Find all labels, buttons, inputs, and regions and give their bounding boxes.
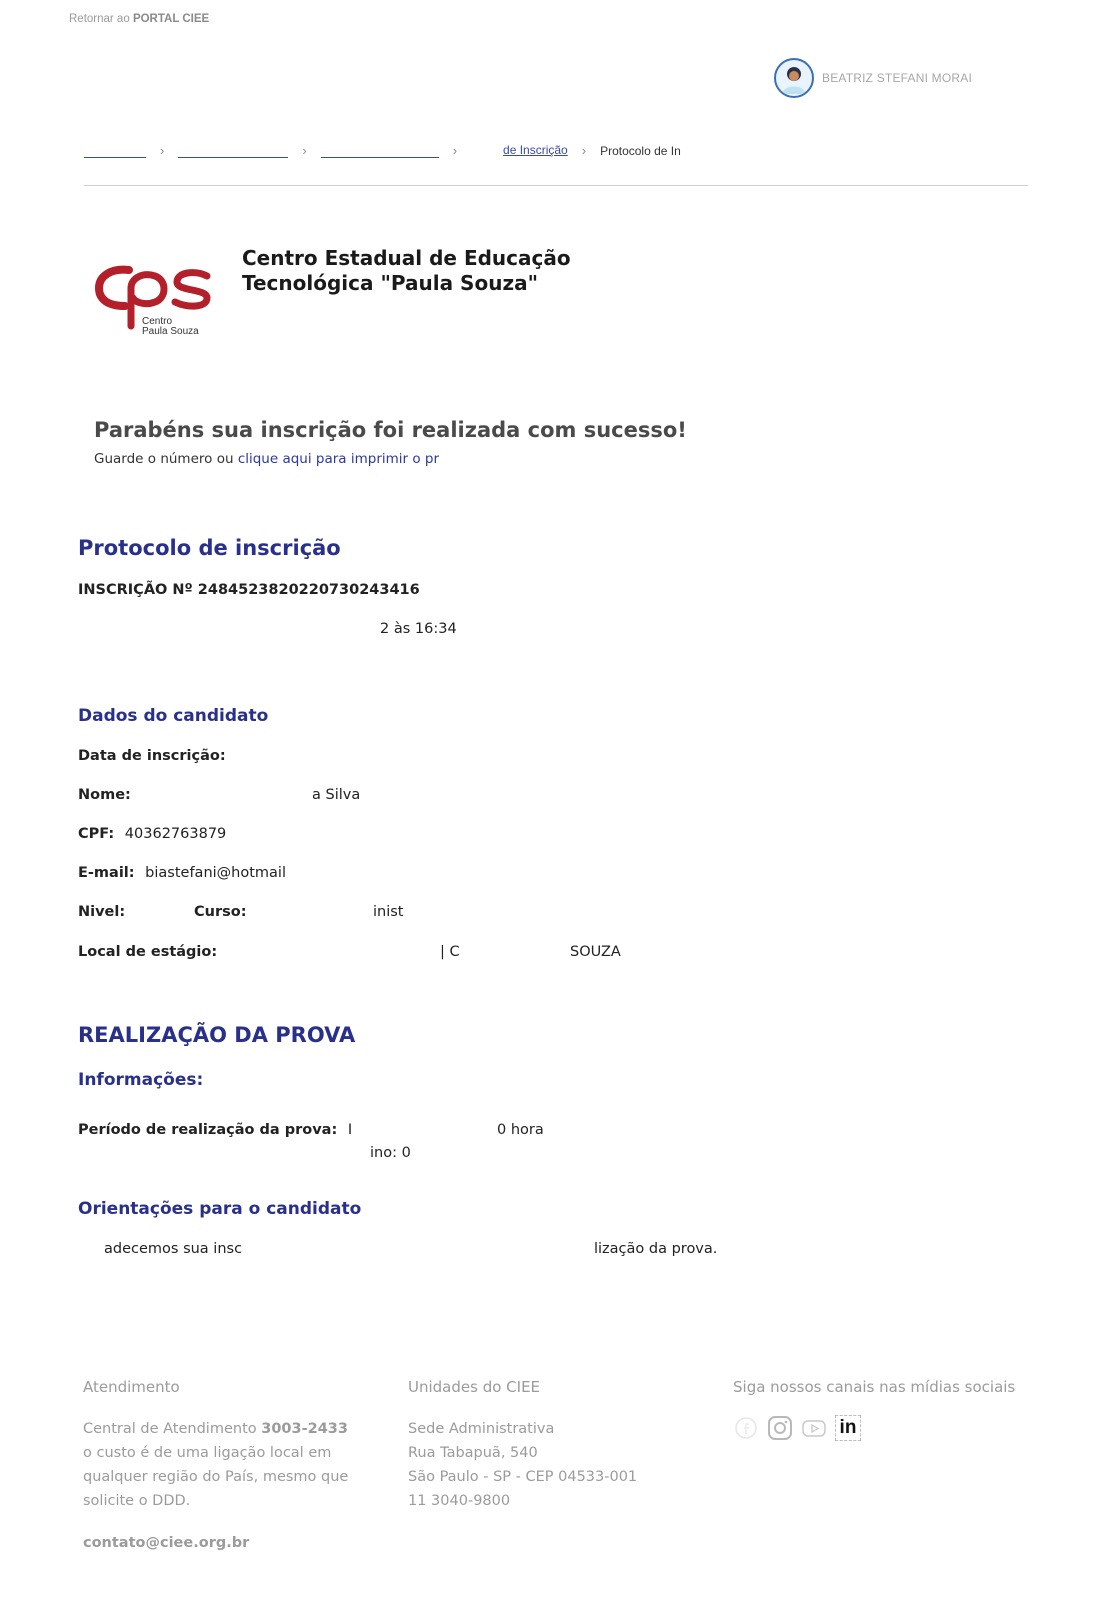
central-line-3: qualquer região do País, mesmo que: [83, 1469, 349, 1485]
name-row: [78, 787, 137, 803]
youtube-icon[interactable]: [801, 1415, 827, 1441]
email-value: biastefani@hotmail: [145, 865, 286, 881]
divider: [84, 185, 1028, 186]
breadcrumb: [84, 143, 681, 158]
course-label: Curso:: [194, 904, 247, 920]
level-row: [78, 904, 131, 920]
social-links: [733, 1415, 1033, 1441]
unit-line-4: 11 3040-9800: [408, 1493, 511, 1509]
instagram-icon[interactable]: [767, 1415, 793, 1441]
email-row: [78, 865, 286, 881]
footer-unidades: [408, 1375, 688, 1513]
logo-text-1: Centro: [142, 316, 173, 327]
user-name: BEATRIZ STEFANI MORAI: [822, 71, 972, 85]
info-heading: Informações:: [78, 1070, 204, 1090]
footer-atendimento: [83, 1375, 383, 1555]
central-line-2: o custo é de uma ligação local em: [83, 1445, 332, 1461]
user-avatar-icon: [776, 60, 812, 96]
footer-title-social: Siga nossos canais nas mídias sociais: [733, 1378, 1016, 1396]
unit-line-1: Sede Administrativa: [408, 1421, 555, 1437]
period-value-3: ino: 0: [370, 1145, 411, 1161]
user-menu[interactable]: [774, 58, 972, 98]
success-subtitle: Guarde o número ou clique aqui para imprimir o pr: [94, 451, 440, 467]
course-value: inist: [373, 904, 404, 920]
footer-social: [733, 1375, 1033, 1441]
facebook-icon[interactable]: [733, 1415, 759, 1441]
inscription-timestamp: 2 às 16:34: [380, 621, 457, 637]
local-value-2: SOUZA: [570, 944, 621, 960]
chevron-right-icon: ›: [302, 143, 307, 158]
unit-line-3: São Paulo - SP - CEP 04533-001: [408, 1469, 638, 1485]
guidance-text-2: lização da prova.: [594, 1241, 718, 1257]
name-label: Nome:: [78, 787, 131, 803]
breadcrumb-current: Protocolo de In: [600, 143, 681, 158]
guidance-heading: Orientações para o candidato: [78, 1199, 362, 1219]
logo-text-2: Paula Souza: [142, 326, 199, 337]
guidance-text-1: adecemos sua insc: [104, 1241, 243, 1257]
email-label: E-mail:: [78, 865, 135, 881]
period-row: [78, 1122, 352, 1138]
chevron-right-icon: ›: [160, 143, 165, 158]
name-value: a Silva: [312, 787, 361, 803]
local-label: Local de estágio:: [78, 944, 218, 960]
breadcrumb-item-3[interactable]: [321, 143, 439, 158]
period-value-2: 0 hora: [497, 1122, 544, 1138]
avatar: [774, 58, 814, 98]
cps-logo: [95, 262, 215, 342]
success-title: Parabéns sua inscrição foi realizada com sucesso!: [94, 418, 687, 442]
exam-heading: REALIZAÇÃO DA PROVA: [78, 1023, 356, 1047]
chevron-right-icon: ›: [452, 143, 458, 158]
date-row: [78, 748, 232, 764]
local-value-1: | C: [440, 944, 460, 960]
course-row: [194, 904, 253, 920]
cpf-label: CPF:: [78, 826, 115, 842]
inscription-number: INSCRIÇÃO Nº 2484523820220730243416: [78, 582, 420, 598]
chevron-right-icon: ›: [581, 143, 587, 158]
breadcrumb-item-2[interactable]: [178, 143, 288, 158]
print-protocol-link[interactable]: clique aqui para imprimir o pr: [237, 451, 440, 467]
cpf-row: [78, 826, 226, 842]
central-phone: 3003-2433: [261, 1421, 348, 1437]
date-label: Data de inscrição:: [78, 748, 226, 764]
local-row: [78, 944, 223, 960]
contact-email-link[interactable]: contato@ciee.org.br: [83, 1535, 250, 1551]
protocol-heading: Protocolo de inscrição: [78, 536, 341, 560]
central-line-1: Central de Atendimento 3003-2433: [83, 1421, 348, 1437]
candidate-heading: Dados do candidato: [78, 706, 269, 726]
return-portal-link[interactable]: Retornar ao PORTAL CIEE: [69, 13, 210, 25]
breadcrumb-item-4[interactable]: de Inscrição: [503, 143, 568, 157]
footer-title-unidades: Unidades do CIEE: [408, 1378, 541, 1396]
central-line-4: solicite o DDD.: [83, 1493, 191, 1509]
level-label: Nivel:: [78, 904, 126, 920]
cpf-value: 40362763879: [124, 826, 227, 842]
unit-line-2: Rua Tabapuã, 540: [408, 1445, 538, 1461]
footer-title-atendimento: Atendimento: [83, 1378, 180, 1396]
period-value-1: I: [347, 1122, 353, 1138]
breadcrumb-item-1[interactable]: [84, 143, 146, 158]
period-label: Período de realização da prova:: [78, 1122, 338, 1138]
linkedin-icon[interactable]: in: [835, 1415, 861, 1441]
institution-name: Centro Estadual de Educação Tecnológica "Paula Souza": [242, 246, 571, 295]
